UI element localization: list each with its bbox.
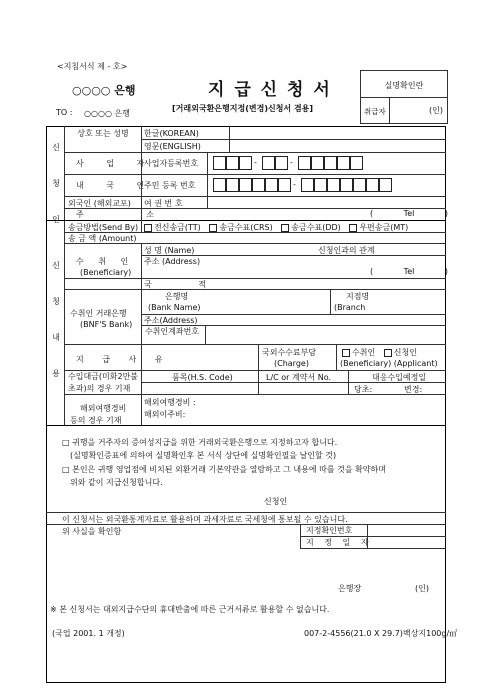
amount-label: 송 금 액 (Amount) <box>68 234 137 243</box>
hs-code-label: 품목(H.S. Code) <box>172 373 233 382</box>
charge-beneficiary: 수취인 <box>342 348 375 357</box>
form-subtitle: [거래외국환은행지정(변경)신청서 겸용] <box>172 104 314 113</box>
lc-no-label: L/C or 계약서 No. <box>266 373 332 382</box>
payment-reason-label: 지 급 사 유 <box>76 355 171 364</box>
bank-name: ○○○○ 은행 <box>72 84 136 97</box>
ben-name-label: 성 명 (Name) <box>144 246 195 255</box>
to-bank: ○○○○ 은행 <box>84 109 130 118</box>
travel-label-1: 해외여행경비 <box>80 404 127 413</box>
ben-address-label: 주소 (Address) <box>144 257 201 266</box>
applicant-tel: ( Tel ) <box>370 209 448 218</box>
bnf-bank-label: 수취인 거래은행 <box>70 309 127 318</box>
branch-label: 지점명 <box>346 292 370 301</box>
due-current: 당초: <box>354 385 373 394</box>
address-label: 주 소 <box>76 210 184 219</box>
verification-title: 실명확인란 <box>384 81 424 90</box>
confirm-text: 위 사실을 확인함 <box>62 527 122 536</box>
declaration-request: 위와 같이 지급신청합니다. <box>70 478 163 487</box>
resident-no-label: 주민 등록 번호 <box>144 181 196 190</box>
declaration-verification-note: (실명확인증표에 의하여 실명확인후 본 서식 상단에 실명확인필을 날인할 것) <box>70 451 337 460</box>
identity-verification-box <box>360 70 448 124</box>
foreigner-label: 외국인 (해외교포) <box>68 199 131 208</box>
form-revision-code: (국업 2001. 1 개정) <box>52 629 125 638</box>
english-label: 영문(ENGLISH) <box>144 142 201 151</box>
form-title: 지 급 신 청 서 <box>208 80 332 100</box>
passport-label: 여 권 번 호 <box>144 199 183 208</box>
charge-label: 국외수수료부담 <box>262 348 317 357</box>
domestic-label: 내 국 인 <box>76 181 155 190</box>
option-crs: 송금수표(CRS) <box>209 223 272 232</box>
korean-label: 한글(KOREAN) <box>144 129 199 138</box>
travel-label-2: 등의 경우 기재 <box>70 416 122 425</box>
bank-manager-seal: (인) <box>415 584 429 593</box>
name-label: 상호 또는 성명 <box>77 129 129 138</box>
charge-applicant: 신청인 <box>384 348 417 357</box>
migration-cost-label: 해외이주비: <box>144 410 186 419</box>
applicant-side-label: 신 청 인 <box>52 143 60 224</box>
business-no-label: 사업자등록번호 <box>144 159 199 168</box>
form-number: <지침서식 제 - 호> <box>57 62 128 71</box>
option-dd: 송금수표(DD) <box>281 223 340 232</box>
bank-name-label: 은행명 <box>165 292 189 301</box>
paper-spec: 007-2-4556(21.0 X 29.7)백상지100g/㎡ <box>304 629 458 638</box>
charge-options-en: (Beneficiary) (Applicant) <box>340 359 438 368</box>
beneficiary-en: (Beneficiary) <box>80 268 132 277</box>
charge-options[interactable] <box>342 347 417 358</box>
import-label-1: 수입대금(미화2만불 <box>68 372 139 381</box>
business-label: 사 업 자 <box>76 159 155 168</box>
option-tt: 전신송금(TT) <box>144 223 201 232</box>
charge-en: (Charge) <box>274 359 309 368</box>
statistics-notice: 이 신청서는 외국환통계자료로 활용하며 과세자료로 국세청에 통보될 수 있습니다. <box>62 515 348 524</box>
beneficiary-label: 수 취 인 <box>76 257 135 266</box>
designation-no-label: 지정확인번호 <box>306 526 353 535</box>
import-label-2: 초과)의 경우 기재 <box>68 384 131 393</box>
bnf-bank-en: (BNF'S Bank) <box>80 320 133 329</box>
travel-cost-label: 해외여행경비 : <box>144 398 196 407</box>
ben-tel: ( Tel ) <box>370 267 448 276</box>
bank-manager-label: 은행장 <box>338 584 362 593</box>
declaration-designation: □ 귀행을 거주자의 증여성지급을 위한 거래외국환은행으로 지정하고자 합니다. <box>62 438 338 447</box>
option-mt: 우편송금(MT) <box>349 223 408 232</box>
applicant-signature-label: 신청인 <box>264 497 288 506</box>
footer-note: ※ 본 신청서는 대외지급수단의 휴대반출에 따른 근거서류로 활용할 수 없습니다. <box>50 605 330 614</box>
declaration-terms: □ 본인은 귀행 영업점에 비치된 외환거래 기본약관을 열람하고 그 내용에 따를 것을 확약하며 <box>62 465 387 474</box>
handler-label: 취급자 <box>364 107 386 116</box>
relation-label: 신청인과의 관계 <box>318 246 375 255</box>
import-due-label: 대응수입예정일 <box>372 373 427 382</box>
bank-name-en: (Bank Name) <box>148 303 201 312</box>
request-side-label: 신 청 내 용 <box>52 261 60 378</box>
branch-en: (Branch <box>334 303 366 312</box>
account-no-label: 수취인계좌번호 <box>144 327 200 336</box>
designation-date-label: 지 정 일 자 <box>306 538 373 547</box>
bank-address-label: 주소(Address) <box>144 316 198 325</box>
to-label: TO : <box>56 108 73 117</box>
send-method-label: 송금방법(Send By) <box>68 223 139 232</box>
due-changed: 변경: <box>404 385 423 394</box>
handler-seal: (인) <box>429 106 443 115</box>
nationality-label: 국 적 <box>144 280 228 289</box>
